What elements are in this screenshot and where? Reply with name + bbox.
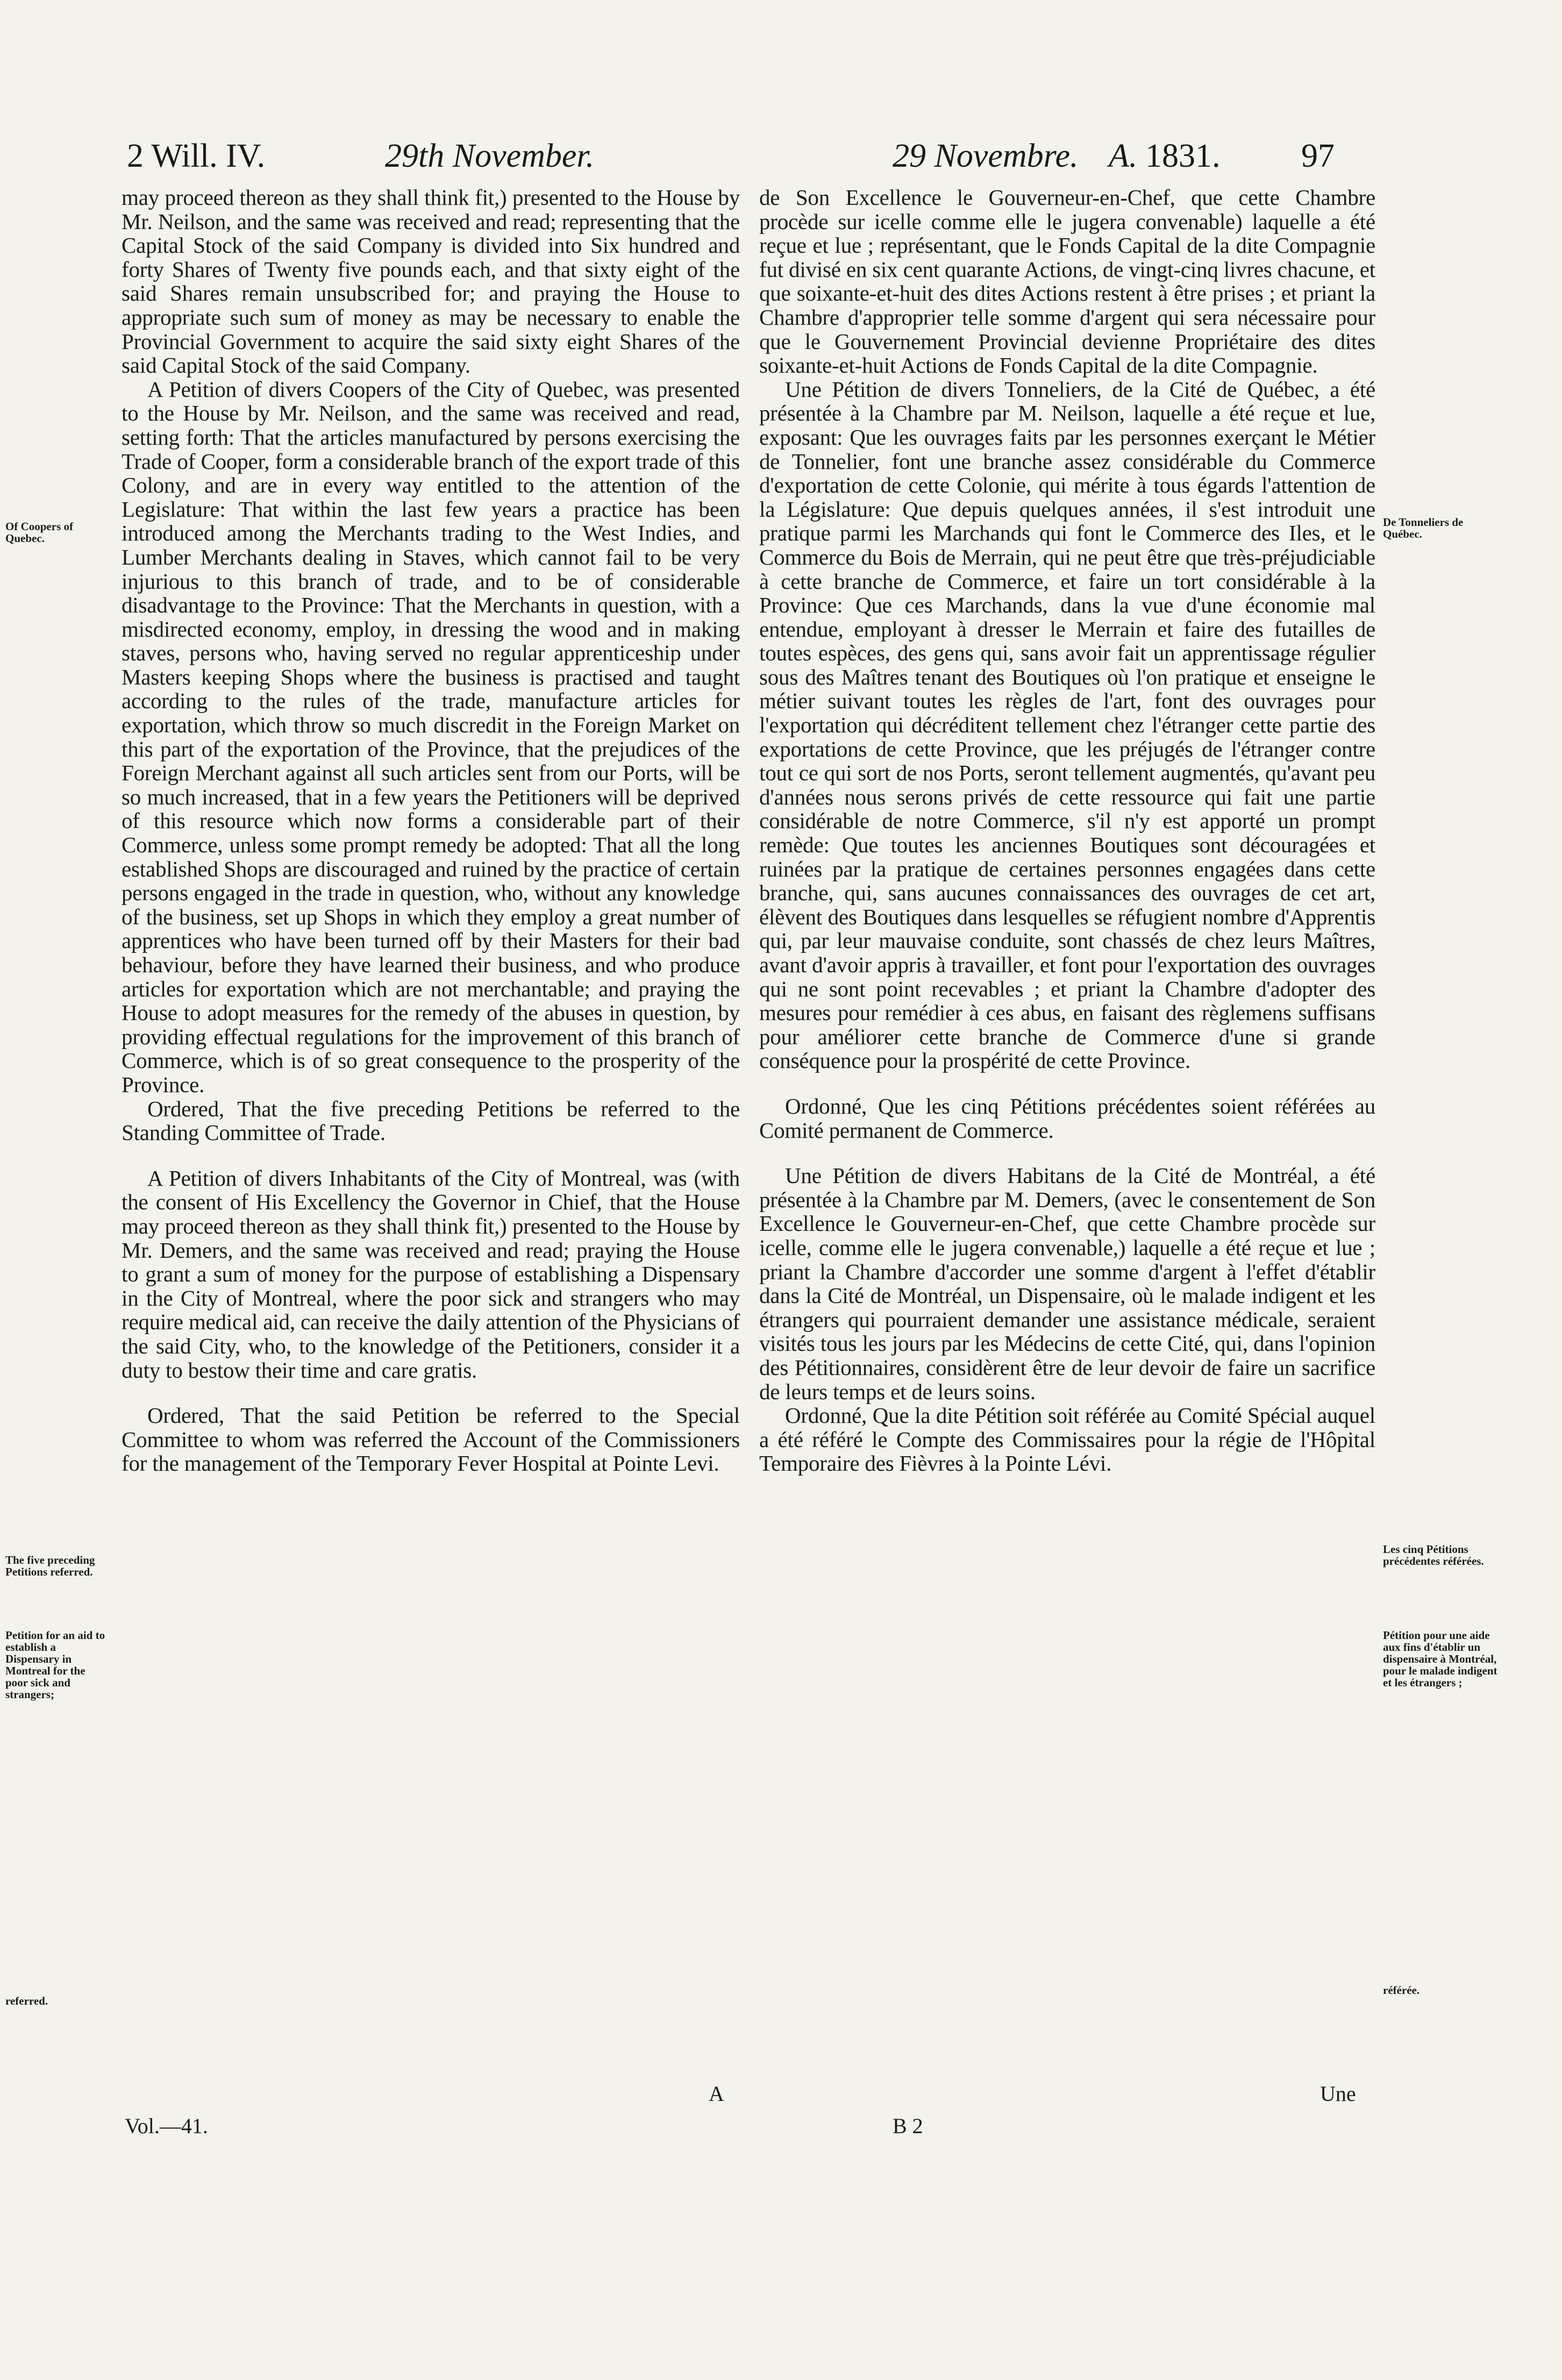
english-date: 29th November. [385,138,595,174]
english-para-1: may proceed thereon as they shall think fit,) presented to the House by Mr. Neilson, and the same was received and read; representing that the Capital Stock of the said Company is divided into Six hundred and forty Shares of Twenty five pounds each, and that sixty eight of the said Shares remain unsubscribed for; and praying the House to appropriate such sum of money as may be necessary to enable the Provincial Government to acquire the said sixty eight Shares of the said Capital Stock of the said Company. [122,185,740,378]
year: 1831. [1145,138,1221,174]
volume-label: Vol.—41. [125,2114,208,2138]
english-para-3: Ordered, That the five preceding Petitions be referred to the Standing Committee of Trade. [122,1096,740,1145]
french-para-4: Une Pétition de divers Habitans de la Cité de Montréal, a été présentée à la Chambre par M. Demers, (avec le consentement de Son Excellence le Gouverneur-en-Chef, que cette Chambre procède sur icelle, comme elle le jugera convenable,) laquelle a été reçue et lue ; priant la Chambre d'accorder une somme d'argent à l'effet d'établir dans la Cité de Montréal, un Dispensaire, où le malade indigent et les étrangers qui pourraient demander une assistance médicale, seraient visités tous les jours par les Médecins de cette Cité, qui, dans l'opinion des Pétitionnaires, considèrent être de leur devoir de faire un sacrifice de leurs temps et de leurs soins. [759,1163,1375,1404]
header-left [127,137,745,186]
english-para-2: A Petition of divers Coopers of the City of Quebec, was presented to the House by Mr. Neilson, and the same was received and read, setting forth: That the articles manufactured by persons exercising the Trade of Cooper, form a considerable branch of the export trade of this Colony, and are in every way entitled to the attention of the Legislature: That within the last few years a practice has been introduced among the Merchants trading to the West Indies, and Lumber Merchants dealing in Staves, which cannot fail to be very injurious to this branch of trade, and to be of considerable disadvantage to the Province: That the Merchants in question, with a misdirected economy, employ, in dressing the wood and in making staves, persons who, having served no regular apprenticeship under Masters keeping Shops where the business is practised and taught according to the rules of the trade, manufacture articles for exportation, which throw so much discredit in the Foreign Market on this part of the exportation of the Province, that the prejudices of the Foreign Merchant against all such articles sent from our Ports, will be so much increased, that in a few years the Petitioners will be deprived of this resource which now forms a considerable part of their Commerce, unless some prompt remedy be adopted: That all the long established Shops are discouraged and ruined by the practice of certain persons engaged in the trade in question, who, without any knowledge of the business, set up Shops in which they employ a great number of apprentices who have been turned off by their Masters for their bad behaviour, before they have learned their business, and who produce articles for exportation which are not merchantable; and praying the House to adopt measures for the remedy of the abuses in question, by providing effectual regulations for the improvement of this branch of Commerce, which is of so great consequence to the prosperity of the Province. [122,376,740,1097]
margin-note-tonneliers: De Tonneliers de Québec. [1383,516,1464,540]
margin-note-cinq-petitions: Les cinq Pétitions précédentes référées. [1383,1543,1484,1567]
year-prefix: A. [1109,138,1138,174]
french-para-3: Ordonné, Que les cinq Pétitions précédentes soient référées au Comité permanent de Commerce. [759,1093,1375,1143]
margin-note-dispensary: Petition for an aid to establish a Dispensary in Montreal for the poor sick and strangers; [5,1629,105,1701]
margin-note-referee: référée. [1383,1984,1420,1997]
spacer [759,1073,1375,1094]
french-para-5: Ordonné, Que la dite Pétition soit référée au Comité Spécial auquel a été référé le Compte des Commissaires pour la régie de l'Hôpital Temporaire des Fièvres à la Pointe Lévi. [759,1403,1375,1476]
margin-note-dispensaire: Pétition pour une aide aux fins d'établir un dispensaire à Montréal, pour le malade indigent et les étrangers ; [1383,1629,1497,1689]
french-para-1: de Son Excellence le Gouverneur-en-Chef, que cette Chambre procède sur icelle comme elle le jugera convenable) laquelle a été reçue et lue ; représentant, que le Fonds Capital de la dite Compagnie fut divisé en six cent quarante Actions, de vingt-cinq livres chacune, et que soixante-et-huit des dites Actions restent à être prises ; et priant la Chambre d'approprier telle somme d'argent qui sera nécessaire pour que le Gouvernement Provincial devienne Propriétaire des dites soixante-et-huit Actions de Fonds Capital de la dite Compagnie. [759,185,1375,378]
margin-note-referred: referred. [5,1994,48,2007]
catchword: Une [1320,2082,1356,2106]
french-date: 29 Novembre. [893,138,1079,174]
french-para-2: Une Pétition de divers Tonneliers, de la Cité de Québec, a été présentée à la Chambre par M. Neilson, laquelle a été reçue et lue, exposant: Que les ouvrages faits par les personnes exerçant le Métier de Tonnelier, font une branche assez considérable du Commerce d'exportation de cette Colonie, qui mérite à tous égards l'attention de la Législature: Que depuis quelques années, il s'est introduit une pratique parmi les Marchands qui font le Commerce des Iles, et le Commerce du Bois de Merrain, qui ne peut être que très-préjudiciable à cette branche de Commerce, et faire un tort considérable à la Province: Que ces Marchands, dans la vue d'une économie mal entendue, employant à dresser le Merrain et faire des futailles de toutes espèces, des gens qui, sans avoir fait un apprentissage régulier sous des Maîtres tenant des Boutiques où l'on pratique et enseigne le métier suivant toutes les règles de l'art, font des ouvrages pour l'exportation qui décréditent tellement chez l'étranger cette partie des exportations de cette Province, que les préjugés de l'étranger contre tout ce qui sort de nos Ports, seront tellement augmentés, qu'avant peu d'années nous serons privés de cette ressource qui fait une partie considérable de notre Commerce, s'il n'y est apporté un prompt remède: Que toutes les anciennes Boutiques sont découragées et ruinées par la pratique de certaines personnes engagées dans cette branche, qui, sans aucunes connaissances des ouvrages de cet art, élèvent des Boutiques dans lesquelles se réfugient nombre d'Apprentis qui, par leur mauvaise conduite, sont chassés de chez leurs Maîtres, avant d'avoir appris à travailler, et font pour l'exportation des ouvrages qui ne sont point recevables ; et priant la Chambre d'adopter des mesures pour remédier à ces abus, en faisant des règlemens suffisans pour améliorer cette branche de Commerce d'une si grande conséquence pour la prospérité de cette Province. [759,376,1375,1073]
french-column [759,186,1375,1476]
margin-note-coopers: Of Coopers of Quebec. [5,520,73,545]
english-para-5: Ordered, That the said Petition be referred to the Special Committee to whom was referred the Account of the Commissioners for the management of the Temporary Fever Hospital at Pointe Levi. [122,1403,740,1476]
margin-note-five-petitions: The five preceding Petitions referred. [5,1554,95,1578]
spacer [122,1145,740,1166]
english-column [122,186,740,1476]
spacer [122,1382,740,1403]
signature-mark-a: A [709,2082,724,2106]
english-para-4: A Petition of divers Inhabitants of the City of Montreal, was (with the consent of His Excellency the Governor in Chief, that the House may proceed thereon as they shall think fit,) presented to the House by Mr. Demers, and the same was received and read; praying the House to grant a sum of money for the purpose of establishing a Dispensary in the City of Montreal, where the poor sick and strangers who may require medical aid, can receive the daily attention of the Physicians of the said City, who, to the knowledge of the Petitioners, consider it a duty to bestow their time and care gratis. [122,1165,740,1383]
spacer [759,1142,1375,1164]
header-right [893,137,1430,186]
signature-mark-b2: B 2 [893,2114,923,2138]
page-number: 97 [1301,138,1335,174]
session-label: 2 Will. IV. [127,138,266,174]
